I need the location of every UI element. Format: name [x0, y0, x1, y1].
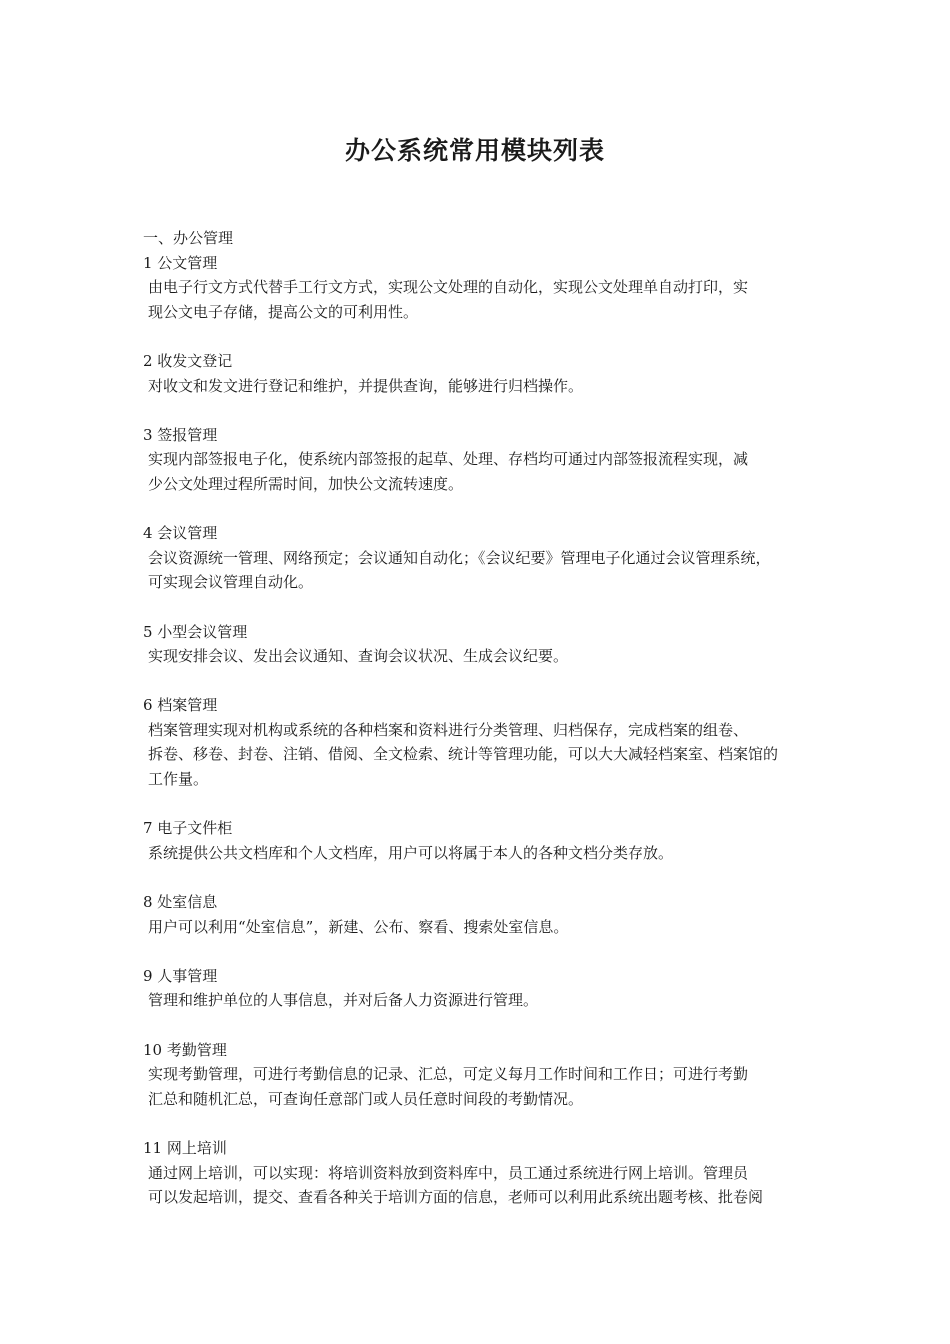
module-title: 9 人事管理 [143, 966, 218, 985]
module-item [143, 423, 815, 497]
module-item [143, 251, 815, 325]
module-item [143, 964, 815, 1013]
module-title: 1 公文管理 [143, 253, 218, 272]
module-item [143, 693, 815, 791]
module-description-line: 实现内部签报电子化，使系统内部签报的起草、处理、存档均可通过内部签报流程实现，减 [148, 450, 749, 469]
module-description-line: 会议资源统一管理、网络预定；会议通知自动化；《会议纪要》管理电子化通过会议管理系统， [148, 548, 771, 567]
module-description-line: 现公文电子存储，提高公文的可利用性。 [148, 302, 419, 321]
module-item [143, 816, 815, 865]
module-description-line: 通过网上培训，可以实现：将培训资料放到资料库中，员工通过系统进行网上培训。管理员 [148, 1163, 749, 1182]
module-description-line: 管理和维护单位的人事信息，并对后备人力资源进行管理。 [148, 991, 539, 1010]
document-title: 办公系统常用模块列表 [344, 136, 605, 165]
module-description-line: 对收文和发文进行登记和维护，并提供查询，能够进行归档操作。 [148, 376, 584, 395]
section-heading: 一、办公管理 [143, 229, 234, 247]
module-item [143, 349, 815, 398]
module-description-line: 系统提供公共文档库和个人文档库，用户可以将属于本人的各种文档分类存放。 [148, 843, 674, 862]
module-description-line: 汇总和随机汇总，可查询任意部门或人员任意时间段的考勤情况。 [148, 1089, 584, 1108]
module-item [143, 1136, 815, 1210]
module-title: 3 签报管理 [143, 425, 218, 444]
module-title: 8 处室信息 [143, 893, 218, 912]
module-description-line: 用户可以利用“处室信息”，新建、公布、察看、搜索处室信息。 [148, 917, 569, 936]
module-item [143, 521, 815, 595]
module-description-line: 实现安排会议、发出会议通知、查询会议状况、生成会议纪要。 [148, 647, 569, 666]
module-description-line: 少公文处理过程所需时间，加快公文流转速度。 [148, 474, 464, 493]
module-title: 10 考勤管理 [143, 1040, 227, 1059]
module-description-line: 由电子行文方式代替手工行文方式，实现公文处理的自动化，实现公文处理单自动打印，实 [148, 278, 749, 297]
module-item [143, 1038, 815, 1112]
module-title: 11 网上培训 [143, 1138, 227, 1157]
module-description-line: 档案管理实现对机构或系统的各种档案和资料进行分类管理、归档保存，完成档案的组卷、 [148, 720, 749, 739]
module-description-line: 可以发起培训，提交、查看各种关于培训方面的信息，老师可以利用此系统出题考核、批卷阅 [148, 1188, 764, 1207]
module-title: 6 档案管理 [143, 696, 218, 715]
module-description-line: 实现考勤管理，可进行考勤信息的记录、汇总，可定义每月工作时间和工作日；可进行考勤 [148, 1065, 749, 1084]
module-description-line: 可实现会议管理自动化。 [148, 573, 314, 592]
module-list [143, 251, 815, 1210]
module-item [143, 890, 815, 939]
module-description-line: 拆卷、移卷、封卷、注销、借阅、全文检索、统计等管理功能，可以大大减轻档案室、档案馆的 [148, 745, 779, 764]
module-title: 4 会议管理 [143, 524, 218, 543]
module-description-line: 工作量。 [148, 770, 209, 789]
module-title: 7 电子文件柜 [143, 819, 233, 838]
module-item [143, 620, 815, 669]
module-title: 5 小型会议管理 [143, 622, 248, 641]
module-title: 2 收发文登记 [143, 351, 233, 370]
document-body [143, 226, 815, 1234]
